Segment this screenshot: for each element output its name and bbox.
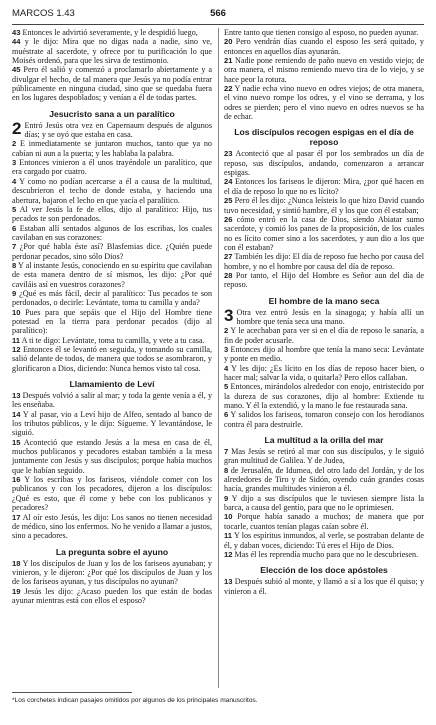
verse-number: 10 (224, 512, 233, 522)
verse-number: 7 (224, 447, 229, 457)
verse-text: Al oír esto Jesús, les dijo: Los sanos no tienen necesidad de médico, sino los enfermos. No he venido a llamar a justos, sino a pecadores. (12, 512, 212, 541)
verse-number: 26 (224, 214, 233, 224)
verse-text: Pero vendrán días cuando el esposo les será quitado, y entonces en aquellos días ayunarán. (224, 37, 424, 56)
verse-number: 19 (12, 586, 21, 596)
verse-number: 22 (224, 84, 233, 94)
book-reference: MARCOS 1.43 (12, 8, 75, 19)
verse-text: Pues para que sepáis que el Hijo del Hombre tiene potestad en la tierra para perdonar pecados (dijo al paralítico): (12, 307, 212, 336)
verse-text: Entonces dijo al hombre que tenía la mano seca: Levántate y ponte en medio. (224, 344, 424, 364)
verse-number: 21 (224, 56, 233, 66)
verse (12, 587, 212, 606)
verse-text: Entonces los fariseos le dijeron: Mira, ¿por qué hacen en el día de reposo lo que no es lícito? (224, 177, 424, 196)
verse-text: Otra vez entró Jesús en la sinagoga; y había allí un hombre que tenía seca una mano. (236, 307, 424, 326)
verse-text: Y les dijo: ¿Es lícito en los días de reposo hacer bien, o hacer mal; salvar la vida, o quitarla? Pero ellos callaban. (224, 363, 425, 382)
verse (12, 410, 212, 438)
verse (224, 56, 424, 84)
footnote-rule (12, 692, 132, 693)
verse (12, 336, 212, 345)
verse (224, 271, 424, 290)
right-column (224, 28, 424, 596)
verse (12, 242, 212, 261)
verse-text: Y nadie echa vino nuevo en odres viejos; de otra manera, el vino nuevo rompe los odres, y el vino se derrama, y los odres se pierden; pero el vino nuevo en odres nuevos se ha de echar. (224, 84, 424, 122)
verse-number: 8 (12, 260, 17, 270)
verse-text: Y los espíritus inmundos, al verle, se postraban delante de él, y daban voces, diciendo: Tú eres el Hijo de Dios. (224, 531, 425, 550)
verse (224, 326, 424, 345)
verse (224, 196, 424, 215)
verse-text: A ti te digo: Levántate, toma tu camilla, y vete a tu casa. (21, 335, 205, 345)
verse (12, 391, 212, 410)
footnote: *Los corchetes indican pasajes omitidos por algunos de los principales manuscritos. (12, 697, 258, 704)
verse (12, 205, 212, 224)
verse (12, 559, 212, 587)
verse-number: 16 (12, 475, 21, 485)
verse-text: Entró Jesús otra vez en Capernaum después de algunos días; y se oyó que estaba en casa. (24, 120, 212, 140)
verse-text: Y los escribas y los fariseos, viéndole comer con los publicanos y con los pecadores, dijeron a los discípulos: ¿Qué es esto, que él come y bebe con los publicanos y pecadores? (12, 475, 212, 513)
verse (12, 158, 212, 177)
column-divider (218, 28, 219, 688)
verse-text: Entonces él se levantó en seguida, y tomando su camilla, salió delante de todos, de manera que todos se asombraron, y glorificaron a Dios, diciendo: Nunca hemos visto tal cosa. (12, 345, 213, 373)
verse-group (224, 447, 424, 559)
verse-text: Mas Jesús se retiró al mar con sus discípulos, y le siguió gran multitud de Galilea. Y de Judea, (224, 447, 424, 466)
verse-number: 24 (224, 177, 233, 187)
verse-text: Después volvió a salir al mar; y toda la gente venía a él, y les enseñaba. (12, 391, 213, 410)
verse (224, 531, 424, 550)
verse-group (224, 305, 425, 429)
chapter-number: 3 (224, 305, 234, 325)
chapter-number: 2 (12, 118, 22, 138)
verse-number: 6 (12, 223, 17, 233)
verse-group (224, 577, 424, 596)
section-heading: El hombre de la mano seca (268, 295, 380, 306)
verse (12, 261, 212, 289)
verse (12, 139, 212, 158)
verse-text: Porque había sanado a muchos; de manera que por tocarle, cuantos tenían plagas caían sobre él. (224, 512, 425, 531)
verse (12, 37, 212, 65)
verse-number: 11 (12, 335, 21, 345)
verse-text: Mas él les reprendía mucho para que no le descubriesen. (234, 549, 419, 559)
verse (12, 28, 212, 37)
section-heading: Elección de los doce apóstoles (260, 565, 388, 576)
page-header (12, 8, 424, 22)
verse-text: y le dijo: Mira que no digas nada a nadie, sino ve, muéstrate al sacerdote, y ofrece por tu purificación lo que Moisés ordenó, para que les sirva de testimonio. (12, 37, 212, 66)
verse-number: 3 (12, 158, 17, 168)
verse-text: Pero él les dijo: ¿Nunca leísteis lo que hizo David cuando tuvo necesidad, y sintió hambre, él y los que con él estaban; (224, 196, 425, 215)
verse-text: Entonces le advirtió severamente, y le despidió luego, (22, 28, 198, 37)
verse-number: 10 (12, 307, 21, 317)
verse-group (12, 118, 213, 373)
verse (224, 512, 424, 531)
verse-number: 5 (12, 204, 17, 214)
left-column (12, 28, 212, 605)
verse (224, 550, 424, 559)
verse-group (12, 28, 212, 103)
verse (12, 475, 212, 512)
verse (224, 37, 424, 56)
verse (224, 447, 424, 466)
verse-number: 25 (224, 196, 233, 206)
verse-number: 28 (224, 270, 233, 280)
header-rule (12, 24, 424, 25)
verse-number: 43 (12, 28, 21, 37)
verse-text: Jesús les dijo: ¿Acaso pueden los que están de bodas ayunar mientras está con ellos el esposo? (12, 586, 213, 605)
verse-text: Y le acechaban para ver si en el día de reposo le sanaría, a fin de poder acusarle. (224, 326, 424, 345)
verse (224, 149, 424, 177)
verse (12, 65, 212, 102)
verse-group (224, 149, 424, 289)
verse-group (12, 559, 212, 606)
verse (12, 438, 212, 475)
verse (224, 577, 424, 596)
verse-number: 7 (12, 242, 17, 252)
verse-number: 9 (12, 288, 17, 298)
verse-number: 11 (224, 531, 233, 541)
section-heading: Llamamiento de Leví (69, 379, 155, 390)
verse-number: 2 (12, 139, 17, 149)
verse (224, 28, 424, 37)
verse-number: 20 (224, 37, 233, 47)
verse-text: Después subió al monte, y llamó a sí a los que él quiso; y vinieron a él. (224, 577, 425, 596)
section-heading: Los discípulos recogen espigas en el día de reposo (234, 127, 414, 148)
verse (12, 513, 212, 541)
verse-text: También les dijo: El día de reposo fue hecho por causa del hombre, y no el hombre por causa del día de reposo. (224, 252, 424, 271)
verse-number: 13 (224, 577, 233, 587)
verse-number: 13 (12, 391, 21, 401)
verse-group (12, 391, 212, 541)
verse-text: Pero él salió y comenzó a proclamarlo abiertamente y a divulgar el hecho, de tal manera que Jesús ya no podía entrar públicamente en ninguna ciudad, sino que se quedaba fuera en los lugares despoblados; y venían a él de todas partes. (12, 65, 213, 103)
verse-number: 27 (224, 252, 233, 262)
verse-number: 15 (12, 437, 21, 447)
verse-number: 45 (12, 65, 21, 75)
verse-number: 44 (12, 37, 21, 47)
verse-number: 3 (224, 344, 229, 354)
verse (224, 305, 424, 327)
verse-text: Al ver Jesús la fe de ellos, dijo al paralítico: Hijo, tus pecados te son perdonados. (12, 204, 212, 224)
verse-text: Aconteció que al pasar él por los sembrados un día de reposo, sus discípulos, andando, comenzaron a arrancar espigas. (224, 149, 424, 178)
section-heading: Jesucristo sana a un paralítico (49, 108, 175, 119)
verse-text: Y al instante Jesús, conociendo en su espíritu que cavilaban de esta manera dentro de sí mismos, les dijo: ¿Por qué caviláis así en vuestros corazones? (12, 260, 212, 289)
verse-text: E inmediatamente se juntaron muchos, tanto que ya no cabían ni aun a la puerta; y les hablaba la palabra. (12, 139, 212, 158)
verse-number: 12 (12, 345, 21, 354)
verse (12, 118, 212, 140)
verse-number: 5 (224, 382, 229, 392)
verse-text: Y salidos los fariseos, tomaron consejo con los herodianos contra él para destruirle. (224, 410, 424, 429)
verse (12, 224, 212, 243)
verse-text: Entonces, mirándolos alrededor con enojo, entristecido por la dureza de sus corazones, dijo al hombre: Extiende tu mano. Y él la extendió, y la mano le fue restaurada sana. (224, 382, 424, 411)
verse-group (224, 28, 424, 121)
verse-text: ¿Por qué habla éste así? Blasfemias dice. ¿Quién puede perdonar pecados, sino sólo Dios? (12, 242, 212, 261)
verse-text: Y dijo a sus discípulos que le tuviesen siempre lista la barca, a causa del gentío, para que no le oprimiesen. (224, 493, 424, 513)
verse-text: cómo entró en la casa de Dios, siendo Abiatar sumo sacerdote, y comió los panes de la proposición, de los cuales no es lícito comer sino a los sacerdotes, y aun dio a los que con él estaban? (224, 214, 425, 252)
verse (12, 345, 212, 373)
verse-number: 17 (12, 512, 21, 522)
verse (224, 177, 424, 196)
verse (224, 215, 424, 252)
verse-number: 9 (224, 493, 229, 503)
verse-text: Nadie pone remiendo de paño nuevo en vestido viejo; de otra manera, el mismo remiendo nuevo tira de lo viejo, y se hace peor la rotura. (224, 56, 425, 84)
verse-text: de Jerusalén, de Idumea, del otro lado del Jordán, y de los alrededores de Tiro y de Sidón, oyendo cuán grandes cosas hacía, grandes multitudes vinieron a él. (224, 465, 424, 494)
verse (224, 494, 424, 513)
verse-text: Estaban allí sentados algunos de los escribas, los cuales cavilaban en sus corazones: (12, 223, 212, 242)
verse (224, 466, 424, 494)
verse (224, 345, 424, 364)
verse (224, 382, 424, 410)
verse-number: 2 (224, 326, 229, 336)
verse (224, 84, 424, 121)
verse-text: Y como no podían acercarse a él a causa de la multitud, descubrieron el techo de donde estaba, y haciendo una abertura, bajaron el lecho en que yacía el paralítico. (12, 176, 212, 205)
section-heading: La pregunta sobre el ayuno (55, 546, 169, 557)
verse-number: 8 (224, 465, 229, 475)
verse-number: 18 (12, 558, 21, 568)
verse-number: 6 (224, 410, 229, 420)
verse (224, 410, 424, 429)
verse-number: 23 (224, 149, 233, 159)
verse-number: 14 (12, 409, 21, 419)
verse (12, 177, 212, 205)
page-number: 566 (210, 8, 226, 19)
verse-number: 4 (12, 176, 17, 186)
verse-text: Aconteció que estando Jesús a la mesa en casa de él, muchos publicanos y pecadores estaban también a la mesa juntamente con Jesús y sus discípulos; porque había muchos que le habían seguido. (12, 437, 212, 475)
verse-number: 4 (224, 363, 229, 373)
verse (224, 252, 424, 271)
verse-number: 12 (224, 549, 233, 559)
verse-text: Por tanto, el Hijo del Hombre es Señor aun del día de reposo. (224, 270, 425, 290)
verse-text: Entonces vinieron a él unos trayéndole un paralítico, que era cargado por cuatro. (12, 158, 212, 177)
verse-text: Y los discípulos de Juan y los de los fariseos ayunaban; y vinieron, y le dijeron: ¿Por qué los discípulos de Juan y los de los fariseos ayunan, y tus discípulos no ayunan? (12, 558, 212, 587)
verse-text: Entre tanto que tienen consigo al esposo, no pueden ayunar. (224, 28, 419, 37)
verse (12, 308, 212, 336)
section-heading: La multitud a la orilla del mar (264, 435, 384, 446)
verse-text: Y al pasar, vio a Leví hijo de Alfeo, sentado al banco de los tributos públicos, y le dijo: Sígueme. Y levantándose, le siguió. (12, 409, 212, 438)
verse-text: ¿Qué es más fácil, decir al paralítico: Tus pecados te son perdonados, o decirle: Levántate, toma tu camilla y anda? (12, 288, 213, 308)
verse (12, 289, 212, 308)
verse (224, 364, 424, 383)
